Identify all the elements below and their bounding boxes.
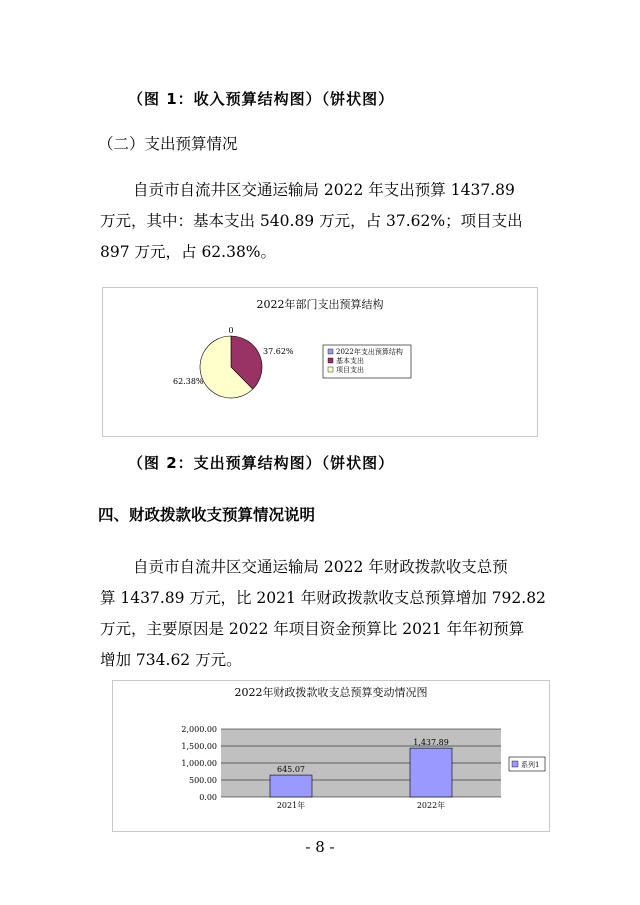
figure-1-caption: （图 1：收入预算结构图）（饼状图） <box>128 90 395 108</box>
bar <box>270 775 312 797</box>
pie-legend-label-1: 2022年支出预算结构 <box>336 348 403 356</box>
bar <box>410 748 452 797</box>
x-tick-label: 2021年 <box>276 801 306 810</box>
pie-slices <box>200 336 262 398</box>
para2-line-4: 增加 734.62 万元。 <box>100 651 242 669</box>
section-4-heading: 四、财政拨款收支预算情况说明 <box>98 506 316 524</box>
y-tick-label: 2,000.00 <box>181 725 217 734</box>
bar-chart-container <box>112 680 550 832</box>
pie-label-zero: 0 <box>228 326 234 335</box>
para2-line-2: 算 1437.89 万元，比 2021 年财政拨款收支总预算增加 792.82 <box>100 589 546 607</box>
page-number: - 8 - <box>305 838 335 856</box>
bar-legend-label: 系列1 <box>521 761 540 769</box>
x-tick-label: 2022年 <box>416 801 446 810</box>
y-tick-label: 500.00 <box>189 776 217 785</box>
para2-line-3: 万元，主要原因是 2022 年项目资金预算比 2021 年年初预算 <box>100 620 525 638</box>
pie-label-project: 62.38% <box>173 377 204 386</box>
bar-chart-title: 2022年财政拨款收支总预算变动情况图 <box>234 686 428 699</box>
y-tick-label: 0.00 <box>199 793 217 802</box>
section-subheading: （二）支出预算情况 <box>98 135 238 153</box>
para2-line-1: 自贡市自流井区交通运输局 2022 年财政拨款收支总预 <box>133 558 508 576</box>
pie-chart <box>103 288 537 436</box>
bar-legend-swatch <box>512 761 518 767</box>
para1-line-3: 897 万元，占 62.38%。 <box>100 243 277 261</box>
pie-chart-container <box>102 287 538 437</box>
y-tick-label: 1,500.00 <box>181 742 217 751</box>
paragraph-fiscal <box>100 552 545 676</box>
para1-line-2: 万元，其中：基本支出 540.89 万元，占 37.62%；项目支出 <box>100 212 523 230</box>
paragraph-expenditure <box>100 175 540 268</box>
bar-data-label: 645.07 <box>277 765 305 775</box>
para1-line-1: 自贡市自流井区交通运输局 2022 年支出预算 1437.89 <box>133 181 515 199</box>
pie-chart-title: 2022年部门支出预算结构 <box>256 298 384 311</box>
pie-legend-label-3: 项目支出 <box>336 366 364 374</box>
pie-legend-label-2: 基本支出 <box>336 357 364 365</box>
pie-legend-swatch-3 <box>328 367 333 372</box>
y-axis-ticks <box>181 725 217 802</box>
figure-2-caption: （图 2：支出预算结构图）（饼状图） <box>128 454 395 472</box>
pie-label-basic: 37.62% <box>263 347 294 356</box>
x-axis-labels <box>277 800 445 810</box>
y-tick-label: 1,000.00 <box>181 759 217 768</box>
pie-legend-swatch-1 <box>328 349 333 354</box>
pie-legend-swatch-2 <box>328 358 333 363</box>
bar-data-label: 1,437.89 <box>413 738 449 748</box>
bar-chart <box>113 681 549 831</box>
